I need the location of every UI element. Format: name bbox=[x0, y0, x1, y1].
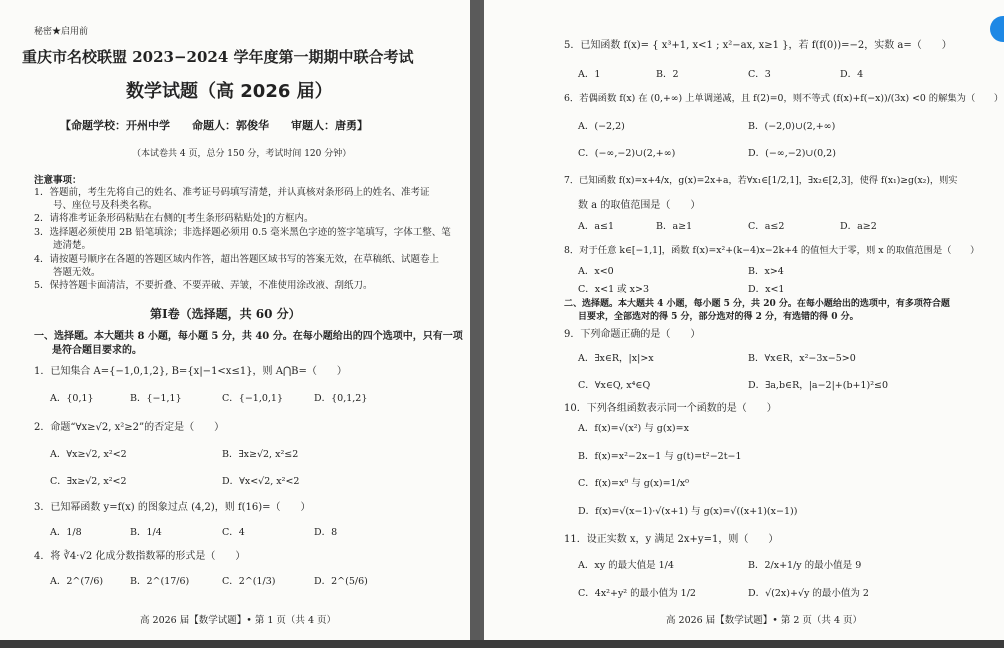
page-footer: 高 2026 届【数学试题】• 第 2 页（共 4 页） bbox=[666, 615, 863, 626]
secret-label: 秘密★启用前 bbox=[34, 27, 89, 37]
exam-title: 重庆市名校联盟 2023−2024 学年度第一期期中联合考试 bbox=[22, 48, 414, 66]
question-1: 1．已知集合 A={−1,0,1,2}, B={x|−1<x≤1}，则 A⋂B=（ ） bbox=[34, 366, 347, 377]
option: D．√(2x)+√y 的最小值为 2 bbox=[748, 588, 869, 599]
page-gap bbox=[470, 0, 484, 648]
exam-page-1 bbox=[0, 0, 470, 640]
option: C．x<1 或 x>3 bbox=[578, 284, 650, 295]
option: B．{−1,1} bbox=[130, 393, 182, 404]
option: A．2^(7/6) bbox=[50, 576, 104, 587]
note-line: 答题无效。 bbox=[34, 267, 101, 278]
option: B．2^(17/6) bbox=[130, 576, 190, 587]
option: B．(−2,0)∪(2,+∞) bbox=[748, 121, 836, 132]
option: A．1 bbox=[578, 69, 601, 80]
option: A．{0,1} bbox=[50, 393, 94, 404]
option: C．f(x)=x⁰ 与 g(x)=1/x⁰ bbox=[578, 478, 689, 489]
exam-info: （本试卷共 4 页，总分 150 分，考试时间 120 分钟） bbox=[132, 149, 352, 159]
question-7-cont: 数 a 的取值范围是（ ） bbox=[578, 200, 701, 211]
option: B．a≥1 bbox=[656, 221, 693, 232]
question-6: 6．若偶函数 f(x) 在 (0,+∞) 上单调递减，且 f(2)=0，则不等式 (f(x)+f(−x))/(3x) <0 的解集为（ ） bbox=[564, 93, 1004, 104]
question-5: 5．已知函数 f(x)= { x³+1, x<1 ; x²−ax, x≥1 }，若 f(f(0))=−2，实数 a=（ ） bbox=[564, 40, 952, 51]
option: A．f(x)=√(x²) 与 g(x)=x bbox=[578, 423, 689, 434]
option: A．xy 的最大值是 1/4 bbox=[578, 560, 674, 571]
option: B．∀x∈R，x²−3x−5>0 bbox=[748, 353, 856, 364]
option: A．x<0 bbox=[578, 266, 614, 277]
note-line: 1．答题前，考生先将自己的姓名、准考证号码填写清楚，并认真核对条形码上的姓名、准考证 bbox=[34, 187, 430, 198]
subject-title: 数学试题（高 2026 届） bbox=[126, 81, 333, 102]
question-8: 8．对于任意 k∈[−1,1]，函数 f(x)=x²+(k−4)x−2k+4 的值恒大于零，则 x 的取值范围是（ ） bbox=[564, 245, 980, 256]
authors-line: 【命题学校：开州中学 命题人：郭俊华 审题人：唐勇】 bbox=[60, 119, 368, 132]
question-11: 11．设正实数 x，y 满足 2x+y=1，则（ ） bbox=[564, 534, 779, 545]
floating-action-button[interactable] bbox=[990, 16, 1004, 42]
option: A．∀x≥√2, x²<2 bbox=[50, 449, 127, 460]
note-line: 5．保持答题卡面清洁，不要折叠、不要弄破、弄皱，不准使用涂改液、刮纸刀。 bbox=[34, 280, 373, 291]
option: B．f(x)=x²−2x−1 与 g(t)=t²−2t−1 bbox=[578, 451, 742, 462]
section2-heading: 二、选择题。本大题共 4 小题，每小题 5 分，共 20 分。在每小题给出的选项中，有多项符合题 bbox=[564, 299, 950, 309]
section2-heading: 目要求，全部选对的得 5 分，部分选对的得 2 分，有选错的得 0 分。 bbox=[578, 312, 859, 322]
option: D．f(x)=√(x−1)·√(x+1) 与 g(x)=√((x+1)(x−1)) bbox=[578, 506, 798, 517]
option: C．3 bbox=[748, 69, 771, 80]
option: D．{0,1,2} bbox=[314, 393, 368, 404]
option: C．2^(1/3) bbox=[222, 576, 276, 587]
option: D．x<1 bbox=[748, 284, 785, 295]
section1-heading: 一、选择题。本大题共 8 小题，每小题 5 分，共 40 分。在每小题给出的四个选项中，只有一项 bbox=[34, 331, 463, 342]
option: C．(−∞,−2)∪(2,+∞) bbox=[578, 148, 676, 159]
note-line: 4．请按题号顺序在各题的答题区域内作答，超出答题区域书写的答案无效，在草稿纸、试题卷上 bbox=[34, 254, 440, 265]
page-footer: 高 2026 届【数学试题】• 第 1 页（共 4 页） bbox=[140, 615, 337, 626]
question-2: 2．命题“∀x≥√2, x²≥2”的否定是（ ） bbox=[34, 422, 225, 433]
option: D．∃a,b∈R，|a−2|+(b+1)²≤0 bbox=[748, 380, 889, 391]
section1-heading: 是符合题目要求的。 bbox=[52, 345, 142, 356]
option: D．(−∞,−2)∪(0,2) bbox=[748, 148, 836, 159]
option: A．(−2,2) bbox=[578, 121, 625, 132]
option: B．1/4 bbox=[130, 527, 162, 538]
question-9: 9．下列命题正确的是（ ） bbox=[564, 329, 701, 340]
option: B．2 bbox=[656, 69, 679, 80]
question-3: 3．已知幂函数 y=f(x) 的图象过点 (4,2)，则 f(16)=（ ） bbox=[34, 502, 311, 513]
option: A．∃x∈R，|x|>x bbox=[578, 353, 654, 364]
question-10: 10．下列各组函数表示同一个函数的是（ ） bbox=[564, 403, 777, 414]
section-title: 第Ⅰ卷（选择题，共 60 分） bbox=[150, 307, 301, 321]
option: A．a≤1 bbox=[578, 221, 615, 232]
option: D．a≥2 bbox=[840, 221, 877, 232]
note-line: 3．选择题必须使用 2B 铅笔填涂；非选择题必须用 0.5 毫米黑色字迹的签字笔填写，字体工整、笔 bbox=[34, 227, 451, 238]
note-line: 号、座位号及科类名称。 bbox=[34, 200, 158, 211]
option: B．∃x≥√2, x²≤2 bbox=[222, 449, 299, 460]
option: C．a≤2 bbox=[748, 221, 785, 232]
question-4: 4．将 ∛4·√2 化成分数指数幂的形式是（ ） bbox=[34, 551, 246, 562]
option: D．2^(5/6) bbox=[314, 576, 368, 587]
option: A．1/8 bbox=[50, 527, 82, 538]
note-line: 2．请将准考证条形码粘贴在右侧的[考生条形码粘贴处]的方框内。 bbox=[34, 213, 314, 224]
option: C．4 bbox=[222, 527, 245, 538]
option: C．∀x∈Q, x⁴∈Q bbox=[578, 380, 651, 391]
option: D．∀x<√2, x²<2 bbox=[222, 476, 300, 487]
viewer-bottom-bar bbox=[0, 640, 1004, 648]
notes-title: 注意事项： bbox=[34, 175, 82, 186]
option: C．4x²+y² 的最小值为 1/2 bbox=[578, 588, 696, 599]
note-line: 迹清楚。 bbox=[34, 240, 92, 251]
exam-page-2 bbox=[484, 0, 1004, 640]
option: C．{−1,0,1} bbox=[222, 393, 283, 404]
question-7: 7．已知函数 f(x)=x+4/x，g(x)=2x+a，若∀x₁∈[1/2,1]，∃x₂∈[2,3]，使得 f(x₁)≥g(x₂)，则实 bbox=[564, 175, 958, 186]
option: D．8 bbox=[314, 527, 338, 538]
option: B．2/x+1/y 的最小值是 9 bbox=[748, 560, 862, 571]
option: C．∃x≥√2, x²<2 bbox=[50, 476, 127, 487]
option: D．4 bbox=[840, 69, 864, 80]
option: B．x>4 bbox=[748, 266, 784, 277]
